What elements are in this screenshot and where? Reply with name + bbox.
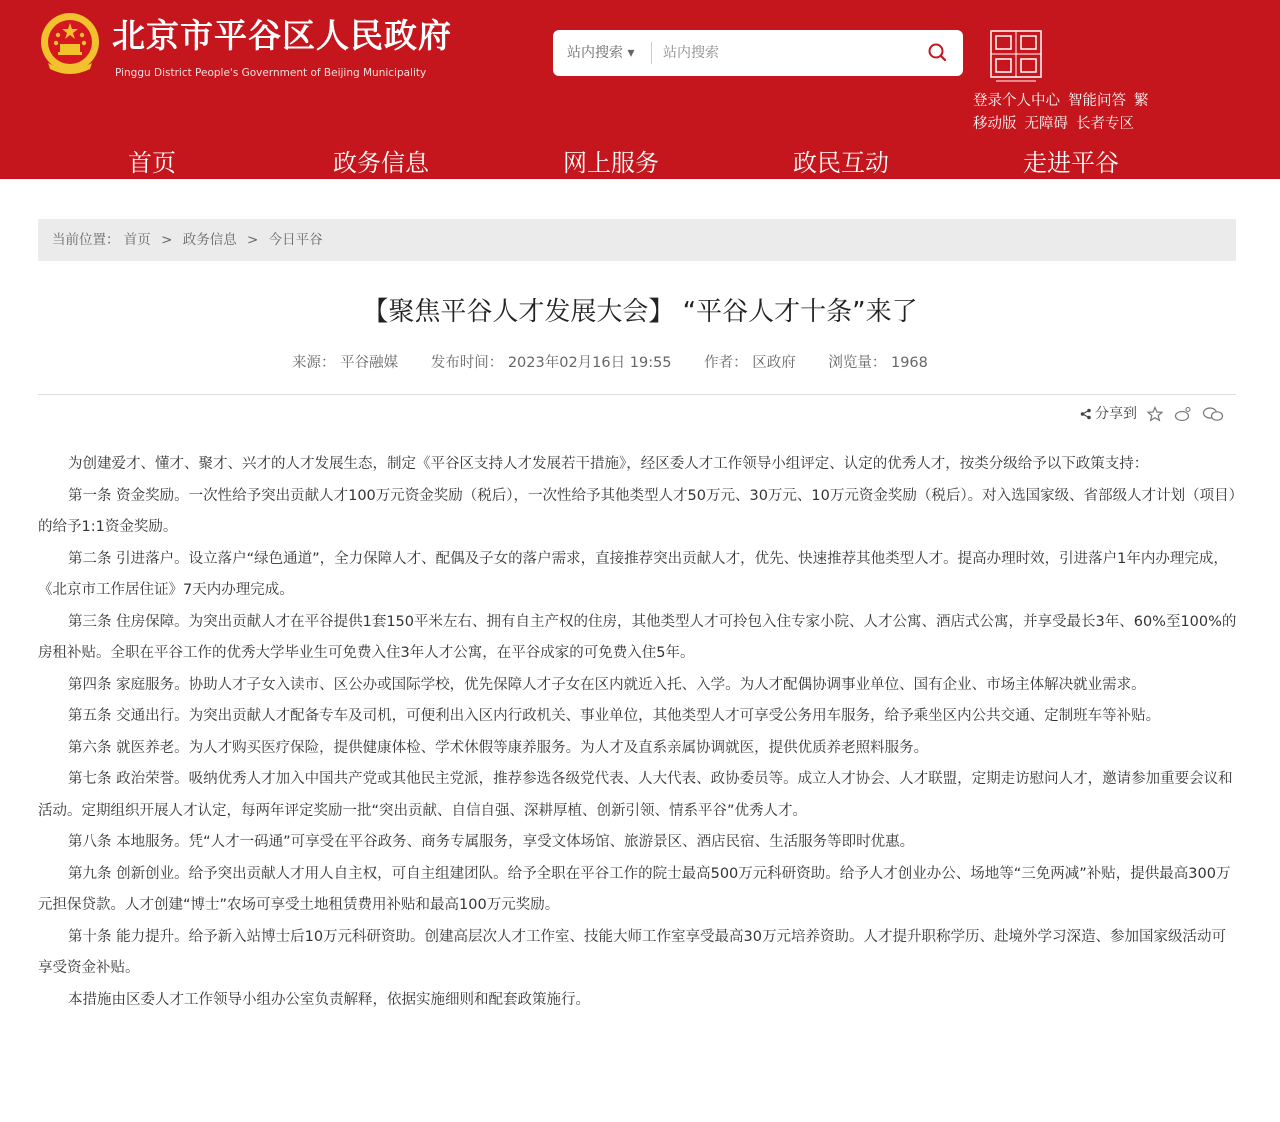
share-icon — [1080, 408, 1092, 420]
breadcrumb-separator: > — [247, 232, 259, 248]
top-link-traditional[interactable]: 繁 — [1134, 93, 1149, 109]
search-box — [553, 30, 963, 76]
breadcrumb — [38, 219, 1236, 261]
wechat-icon[interactable] — [1202, 406, 1224, 422]
site-subtitle: Pinggu District People's Government of Beijing Municipality — [115, 67, 427, 79]
paragraph-article-1: 第一条 资金奖励。一次性给予突出贡献人才100万元资金奖励（税后），一次性给予其他类型人才50万元、30万元、10万元资金奖励（税后）。对入选国家级、省部级人才计划（项目）的给予1:1资金奖励。 — [38, 487, 1236, 535]
national-emblem-icon — [38, 11, 102, 77]
paragraph-article-5: 第五条 交通出行。为突出贡献人才配备专车及司机，可便利出入区内行政机关、事业单位，其他类型人才可享受公务用车服务，给予乘坐区内公共交通、定制班车等补贴。 — [68, 708, 1161, 724]
paragraph-article-3: 第三条 住房保障。为突出贡献人才在平谷提供1套150平米左右、拥有自主产权的住房，其他类型人才可拎包入住专家小院、人才公寓、酒店式公寓，并享受最长3年、60%至100%的房租补贴。全职在平谷工作的优秀大学毕业生可免费入住3年人才公寓，在平谷成家的可免费入住5年。 — [38, 613, 1237, 661]
search-input[interactable] — [663, 38, 913, 68]
paragraph-article-2: 第二条 引进落户。设立落户“绿色通道”，全力保障人才、配偶及子女的落户需求，直接推荐突出贡献人才，优先、快速推荐其他类型人才。提高办理时效，引进落户1年内办理完成，《北京市工作居住证》7天内办理完成。 — [38, 550, 1228, 598]
article-body — [38, 449, 1238, 1016]
top-links — [973, 90, 1203, 136]
meta-source: 来源： 平谷融媒 — [292, 355, 399, 371]
search-icon[interactable] — [923, 38, 953, 68]
breadcrumb-item-today-pinggu[interactable]: 今日平谷 — [268, 232, 323, 248]
capital-logo-icon[interactable] — [990, 30, 1042, 84]
article-meta — [292, 352, 956, 374]
top-link-mobile[interactable]: 移动版 — [973, 116, 1017, 132]
nav-item-about-pinggu[interactable]: 走进平谷 — [1023, 149, 1119, 177]
top-link-login[interactable]: 登录个人中心 — [973, 93, 1060, 109]
share-bar — [1080, 403, 1224, 425]
top-link-accessibility[interactable]: 无障碍 — [1024, 116, 1068, 132]
search-divider — [651, 42, 652, 64]
paragraph-article-10: 第十条 能力提升。给予新入站博士后10万元科研资助。创建高层次人才工作室、技能大师工作室享受最高30万元培养资助。人才提升职称学历、赴境外学习深造、参加国家级活动可享受资金补贴。 — [38, 928, 1227, 976]
main-nav — [0, 143, 1280, 179]
meta-date: 发布时间： 2023年02月16日 19:55 — [430, 355, 672, 371]
breadcrumb-item-gov-info[interactable]: 政务信息 — [182, 232, 237, 248]
share-label: 分享到 — [1095, 406, 1137, 422]
paragraph-article-9: 第九条 创新创业。给予突出贡献人才用人自主权，可自主组建团队。给予全职在平谷工作的院士最高500万元科研资助。给予人才创业办公、场地等“三免两减”补贴，提供最高300万元担保贷款。人才创建“博士”农场可享受土地租赁费用补贴和最高100万元奖励。 — [38, 865, 1231, 913]
divider — [38, 394, 1236, 395]
article-title: 【聚焦平谷人才发展大会】 “平谷人才十条”来了 — [362, 297, 918, 327]
top-link-qa[interactable]: 智能问答 — [1068, 93, 1126, 109]
site-title[interactable]: 北京市平谷区人民政府 — [112, 16, 452, 55]
star-icon[interactable] — [1147, 406, 1163, 422]
paragraph-article-8: 第八条 本地服务。凭“人才一码通”可享受在平谷政务、商务专属服务，享受文体场馆、旅游景区、酒店民宿、生活服务等即时优惠。 — [68, 834, 915, 850]
paragraph-article-7: 第七条 政治荣誉。吸纳优秀人才加入中国共产党或其他民主党派，推荐参选各级党代表、人大代表、政协委员等。成立人才协会、人才联盟，定期走访慰问人才，邀请参加重要会议和活动。定期组织开展人才认定，每两年评定奖励一批“突出贡献、自信自强、深耕厚植、创新引领、情系平谷”优秀人才。 — [38, 771, 1233, 819]
paragraph-closing: 本措施由区委人才工作领导小组办公室负责解释，依据实施细则和配套政策施行。 — [68, 991, 590, 1008]
nav-item-gov-info[interactable]: 政务信息 — [333, 149, 429, 177]
search-scope-dropdown[interactable]: 站内搜索 ▾ — [567, 45, 635, 61]
nav-item-home[interactable]: 首页 — [128, 149, 176, 177]
site-header — [0, 0, 1280, 179]
paragraph-intro: 为创建爱才、懂才、聚才、兴才的人才发展生态，制定《平谷区支持人才发展若干措施》，经区委人才工作领导小组评定、认定的优秀人才，按类分级给予以下政策支持： — [68, 456, 1149, 472]
breadcrumb-item-home[interactable]: 首页 — [123, 232, 151, 248]
nav-item-interaction[interactable]: 政民互动 — [793, 149, 889, 177]
paragraph-article-4: 第四条 家庭服务。协助人才子女入读市、区公办或国际学校，优先保障人才子女在区内就近入托、入学。为人才配偶协调事业单位、国有企业、市场主体解决就业需求。 — [68, 676, 1146, 693]
weibo-icon[interactable] — [1174, 406, 1192, 422]
top-link-elderly[interactable]: 长者专区 — [1076, 116, 1134, 132]
meta-views: 浏览量： 1968 — [828, 355, 928, 371]
paragraph-article-6: 第六条 就医养老。为人才购买医疗保险，提供健康体检、学术休假等康养服务。为人才及直系亲属协调就医，提供优质养老照料服务。 — [68, 739, 929, 756]
nav-item-online-service[interactable]: 网上服务 — [563, 149, 659, 177]
meta-author: 作者： 区政府 — [704, 355, 796, 371]
breadcrumb-separator: > — [161, 232, 173, 248]
breadcrumb-label: 当前位置： — [52, 232, 120, 248]
